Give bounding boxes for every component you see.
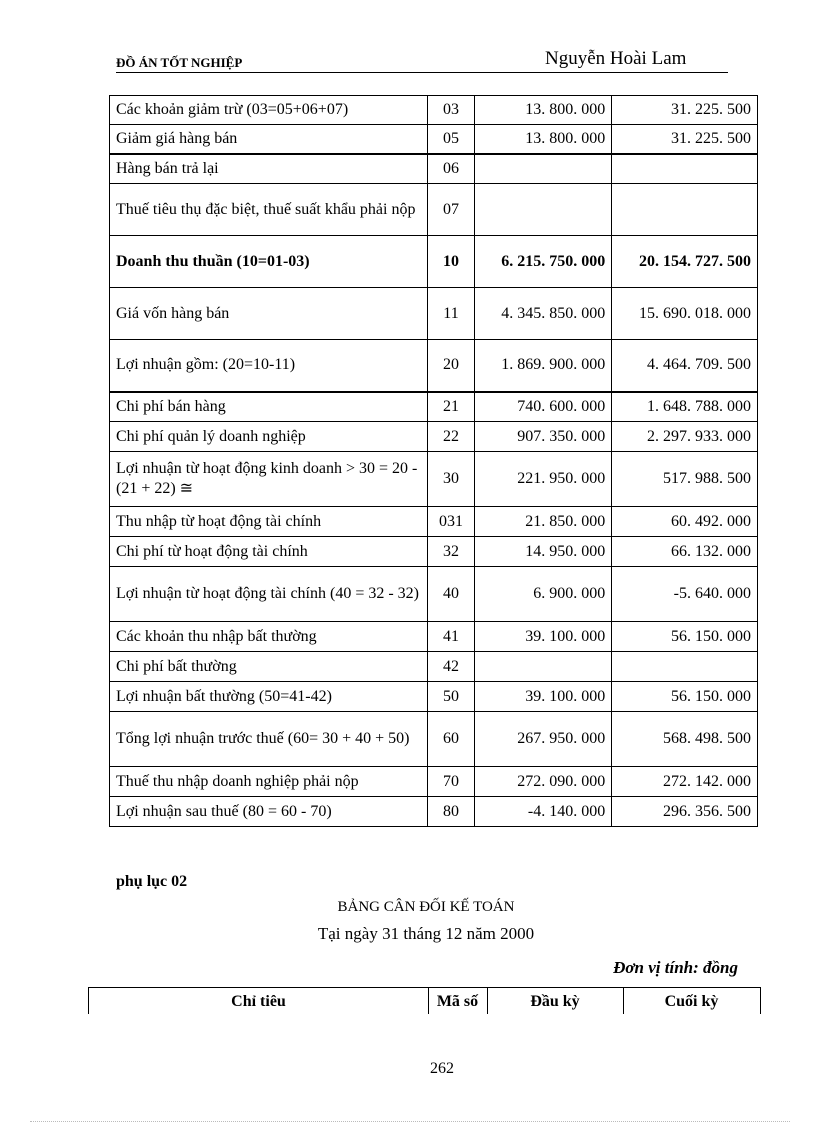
row-value-current: 1. 648. 788. 000 <box>612 392 758 422</box>
column-header-closing: Cuối kỳ <box>664 993 719 1010</box>
row-value-current: 60. 492. 000 <box>612 507 758 537</box>
row-value-current: 517. 988. 500 <box>612 452 758 507</box>
unit-note: Đơn vị tính: đồng <box>613 958 738 977</box>
row-code: 10 <box>427 236 475 288</box>
row-label: Lợi nhuận bất thường (50=41-42) <box>110 682 428 712</box>
row-value-current: 66. 132. 000 <box>612 537 758 567</box>
table-row <box>110 622 758 652</box>
table-row <box>110 567 758 622</box>
row-code: 20 <box>427 340 475 392</box>
row-value-current: 31. 225. 500 <box>612 96 758 125</box>
table-row <box>110 507 758 537</box>
row-code: 32 <box>427 537 475 567</box>
row-value-previous: 4. 345. 850. 000 <box>475 288 612 340</box>
row-code: 03 <box>427 96 475 125</box>
row-value-current: 568. 498. 500 <box>612 712 758 767</box>
row-label: Tổng lợi nhuận trước thuế (60= 30 + 40 + 50) <box>110 712 428 767</box>
table-row <box>110 125 758 154</box>
row-code: 05 <box>427 125 475 154</box>
table-row <box>110 797 758 827</box>
income-statement-table <box>109 95 758 827</box>
table-row <box>110 236 758 288</box>
table-row <box>110 154 758 184</box>
row-value-current <box>612 184 758 236</box>
row-label: Các khoản thu nhập bất thường <box>110 622 428 652</box>
document-author: Nguyễn Hoài Lam <box>545 48 687 69</box>
column-header-opening: Đầu kỳ <box>530 993 580 1010</box>
row-value-previous <box>475 652 612 682</box>
table-row <box>110 712 758 767</box>
table-row <box>110 422 758 452</box>
row-code: 42 <box>427 652 475 682</box>
row-value-current: 272. 142. 000 <box>612 767 758 797</box>
page-number: 262 <box>430 1060 454 1077</box>
row-code: 21 <box>427 392 475 422</box>
row-code: 70 <box>427 767 475 797</box>
row-label: Chi phí bất thường <box>110 652 428 682</box>
row-code: 41 <box>427 622 475 652</box>
table-row <box>110 767 758 797</box>
row-label: Thuế thu nhập doanh nghiệp phải nộp <box>110 767 428 797</box>
row-code: 06 <box>427 154 475 184</box>
row-value-current: 20. 154. 727. 500 <box>612 236 758 288</box>
row-value-previous <box>475 154 612 184</box>
row-value-previous: 13. 800. 000 <box>475 125 612 154</box>
row-value-current: 56. 150. 000 <box>612 622 758 652</box>
row-value-current: 31. 225. 500 <box>612 125 758 154</box>
row-label: Giảm giá hàng bán <box>110 125 428 154</box>
balance-sheet-header <box>88 987 761 1014</box>
row-value-previous: 39. 100. 000 <box>475 682 612 712</box>
document-header-title: ĐỒ ÁN TỐT NGHIỆP <box>116 55 243 70</box>
appendix-label: phụ lục 02 <box>116 873 188 890</box>
row-value-current: 2. 297. 933. 000 <box>612 422 758 452</box>
table-row <box>110 652 758 682</box>
column-header-code: Mã số <box>436 993 479 1010</box>
row-value-previous: 6. 215. 750. 000 <box>475 236 612 288</box>
table-row <box>110 96 758 125</box>
row-value-current: 56. 150. 000 <box>612 682 758 712</box>
table-row <box>110 682 758 712</box>
table-row <box>110 452 758 507</box>
row-code: 40 <box>427 567 475 622</box>
row-value-previous: 14. 950. 000 <box>475 537 612 567</box>
row-code: 22 <box>427 422 475 452</box>
row-label: Chi phí bán hàng <box>110 392 428 422</box>
row-value-current: 296. 356. 500 <box>612 797 758 827</box>
row-label: Lợi nhuận từ hoạt động tài chính (40 = 32 - 32) <box>110 567 428 622</box>
row-value-previous: 39. 100. 000 <box>475 622 612 652</box>
header-divider <box>116 72 728 73</box>
row-code: 60 <box>427 712 475 767</box>
row-label: Chi phí quản lý doanh nghiệp <box>110 422 428 452</box>
row-value-current <box>612 652 758 682</box>
row-value-current: -5. 640. 000 <box>612 567 758 622</box>
row-value-previous: -4. 140. 000 <box>475 797 612 827</box>
table-row <box>110 340 758 392</box>
row-label: Thu nhập từ hoạt động tài chính <box>110 507 428 537</box>
row-value-previous: 21. 850. 000 <box>475 507 612 537</box>
row-label: Lợi nhuận sau thuế (80 = 60 - 70) <box>110 797 428 827</box>
column-header-indicator: Chỉ tiêu <box>231 993 286 1010</box>
table-row <box>110 392 758 422</box>
row-label: Lợi nhuận gồm: (20=10-11) <box>110 340 428 392</box>
row-value-current: 4. 464. 709. 500 <box>612 340 758 392</box>
row-code: 11 <box>427 288 475 340</box>
row-value-current: 15. 690. 018. 000 <box>612 288 758 340</box>
row-value-current <box>612 154 758 184</box>
row-value-previous: 13. 800. 000 <box>475 96 612 125</box>
row-label: Các khoản giảm trừ (03=05+06+07) <box>110 96 428 125</box>
row-code: 80 <box>427 797 475 827</box>
row-label: Lợi nhuận từ hoạt động kinh doanh > 30 = 20 - (21 + 22) ≅ <box>110 452 428 507</box>
row-label: Chi phí từ hoạt động tài chính <box>110 537 428 567</box>
row-value-previous: 272. 090. 000 <box>475 767 612 797</box>
row-code: 031 <box>427 507 475 537</box>
balance-sheet-title: BẢNG CÂN ĐỐI KẾ TOÁN <box>337 899 515 915</box>
table-row <box>110 184 758 236</box>
row-value-previous: 907. 350. 000 <box>475 422 612 452</box>
row-label: Giá vốn hàng bán <box>110 288 428 340</box>
table-row <box>110 537 758 567</box>
table-row <box>110 288 758 340</box>
row-value-previous: 6. 900. 000 <box>475 567 612 622</box>
row-code: 30 <box>427 452 475 507</box>
row-label: Hàng bán trả lại <box>110 154 428 184</box>
row-value-previous: 1. 869. 900. 000 <box>475 340 612 392</box>
row-label: Doanh thu thuần (10=01-03) <box>110 236 428 288</box>
row-code: 07 <box>427 184 475 236</box>
page-bottom-rule <box>30 1121 790 1122</box>
row-value-previous <box>475 184 612 236</box>
row-value-previous: 740. 600. 000 <box>475 392 612 422</box>
row-code: 50 <box>427 682 475 712</box>
row-label: Thuế tiêu thụ đặc biệt, thuế suất khẩu phải nộp <box>110 184 428 236</box>
row-value-previous: 221. 950. 000 <box>475 452 612 507</box>
balance-sheet-date: Tại ngày 31 tháng 12 năm 2000 <box>317 924 535 943</box>
row-value-previous: 267. 950. 000 <box>475 712 612 767</box>
